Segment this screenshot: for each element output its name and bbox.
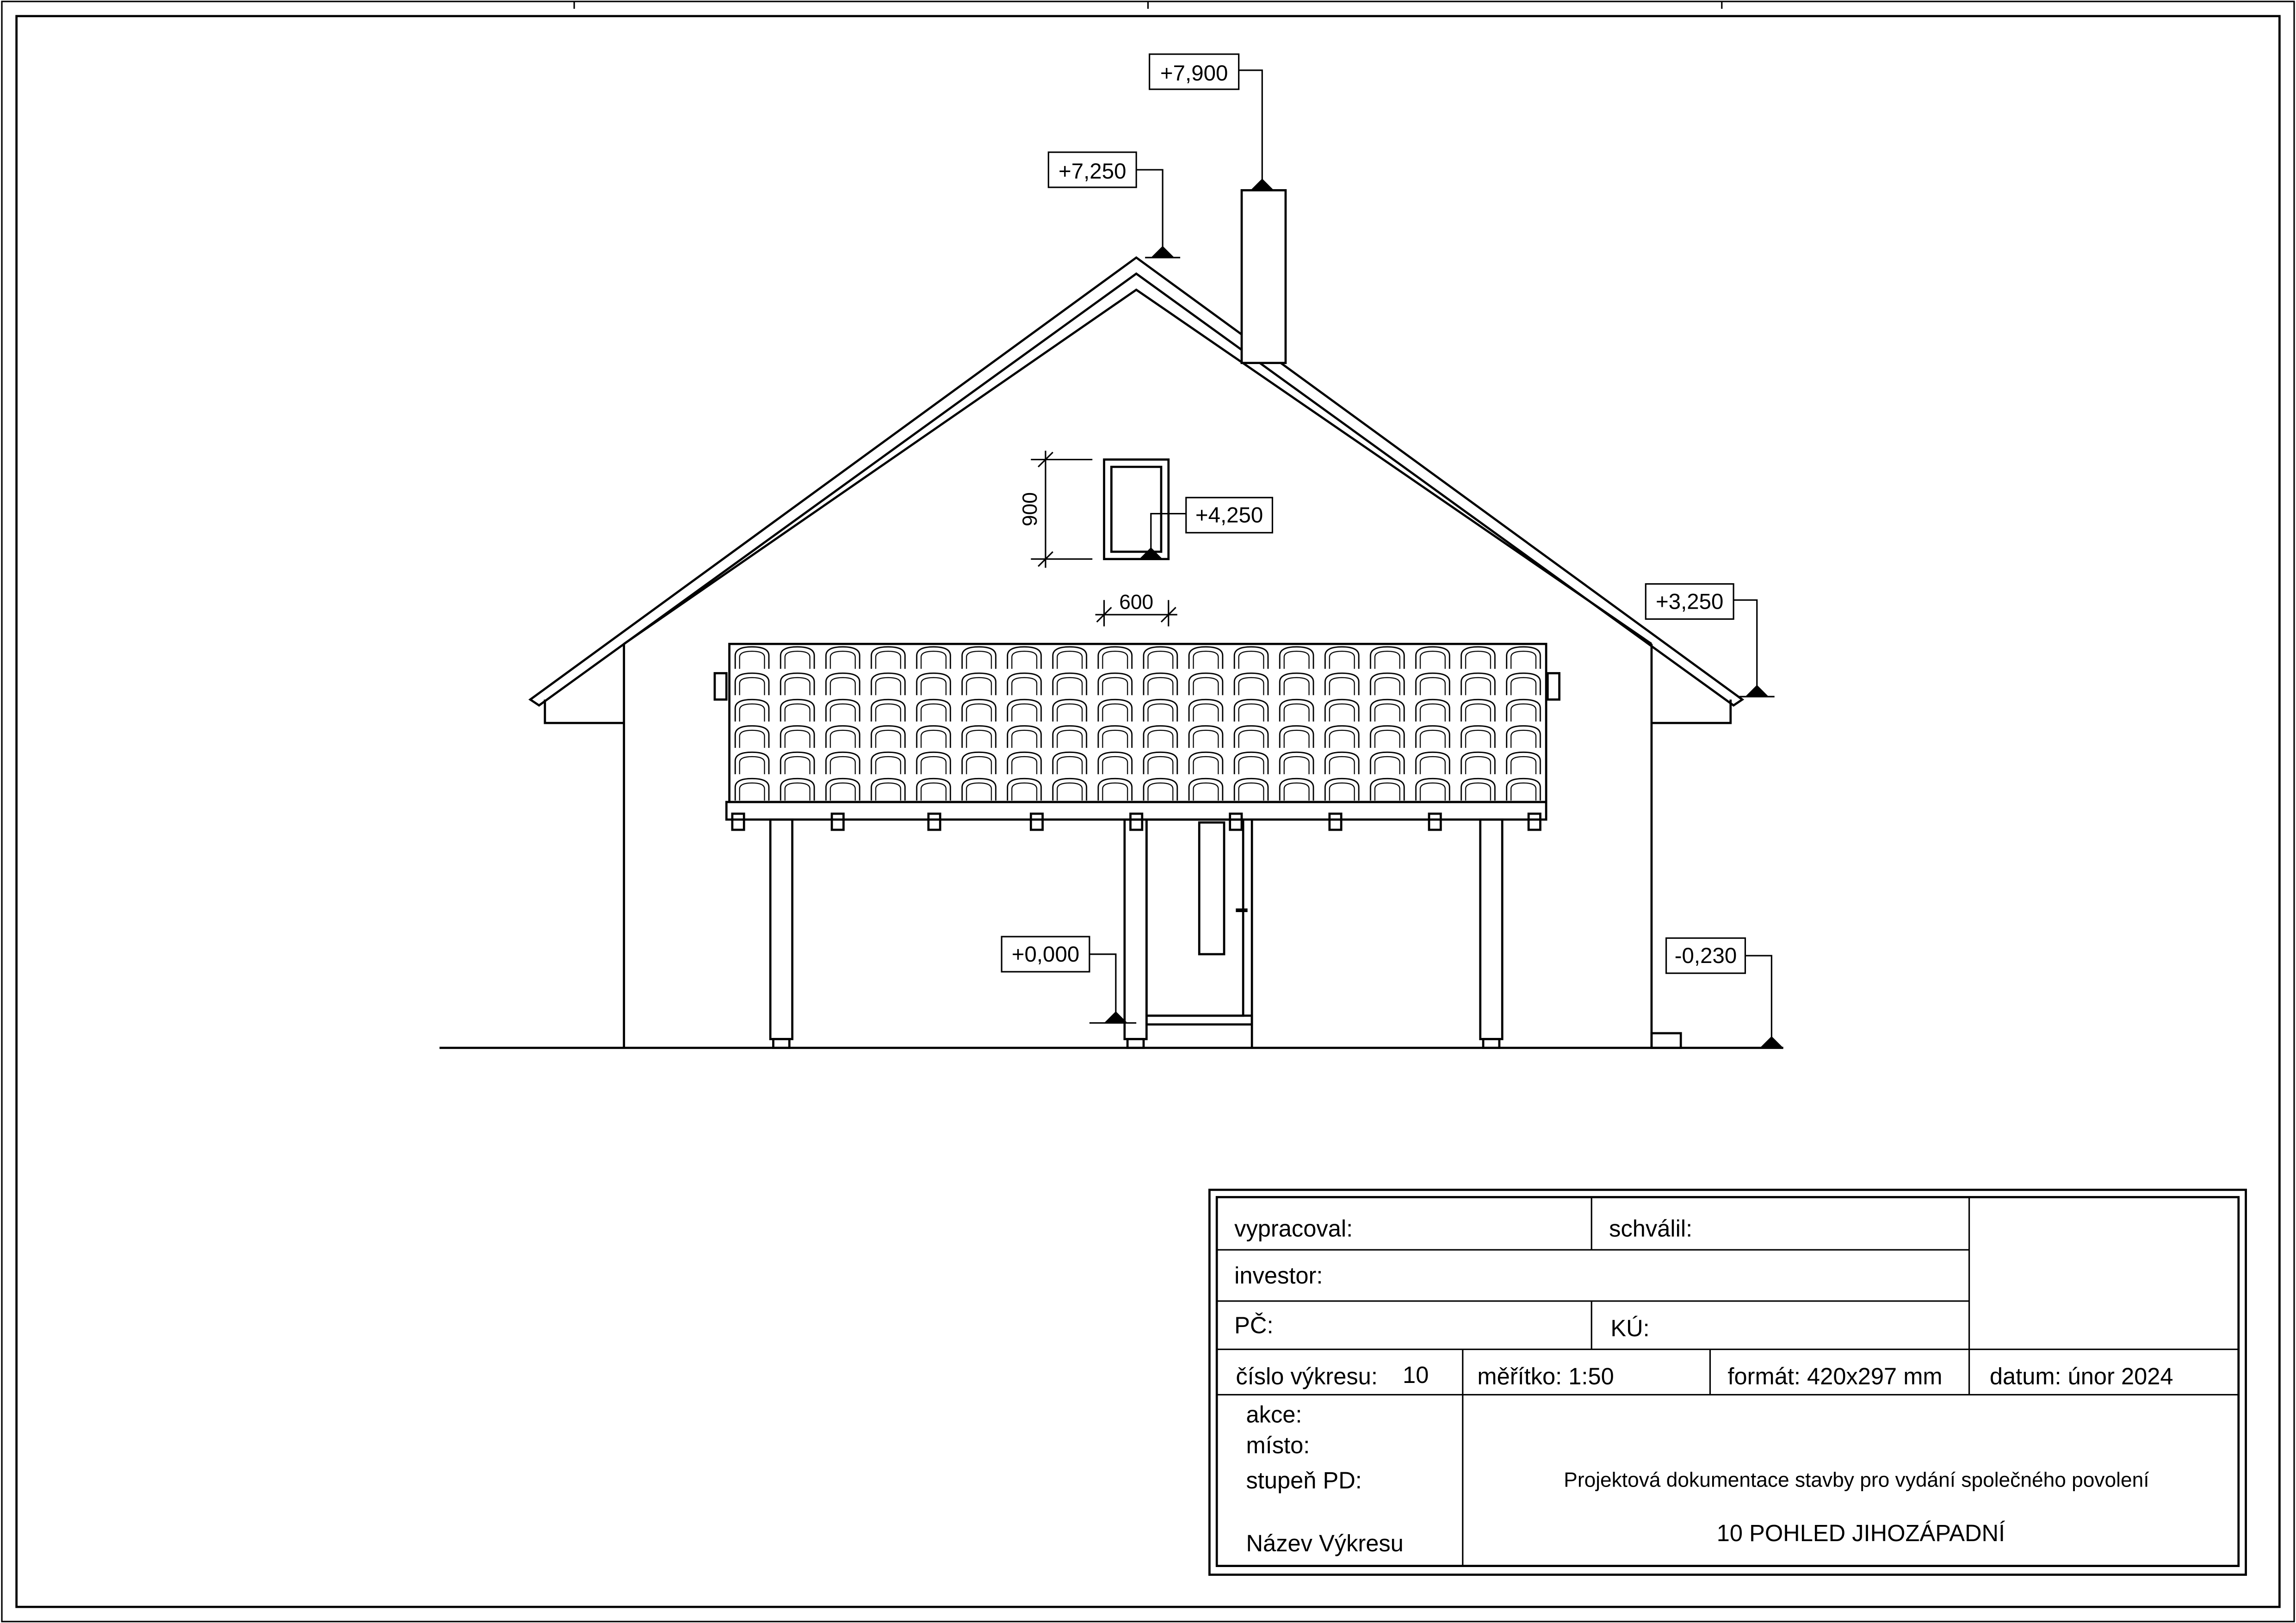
level-marker-eave <box>1646 584 1774 697</box>
porch-post-left <box>770 820 792 1039</box>
rafter-ends <box>732 814 1541 830</box>
roof-outline <box>530 258 1742 705</box>
porch-post-center <box>1125 820 1146 1039</box>
tb-cislo-label: číslo výkresu: <box>1236 1363 1378 1390</box>
gable-window-glass <box>1111 467 1161 552</box>
tb-schvalil: schválil: <box>1609 1215 1693 1242</box>
porch-roof-gutter-right <box>1547 673 1559 699</box>
building-elevation <box>439 190 1783 1048</box>
tb-datum: datum: únor 2024 <box>1989 1363 2173 1390</box>
tb-stupen: stupeň PD: <box>1246 1467 1362 1493</box>
dimension-window-height <box>1019 451 1092 568</box>
tb-drawing-name: 10 POHLED JIHOZÁPADNÍ <box>1716 1519 2005 1546</box>
left-overhang <box>545 699 624 723</box>
tb-pc: PČ: <box>1234 1312 1274 1339</box>
dimension-label-window-height: 900 <box>1019 492 1042 527</box>
outer-border <box>2 1 2294 1622</box>
level-label-window: +4,250 <box>1195 503 1263 528</box>
level-label-terrain: -0,230 <box>1674 943 1737 968</box>
downspout <box>1652 1033 1681 1048</box>
post-foot <box>773 1039 789 1048</box>
dimension-label-window-width: 600 <box>1119 591 1154 614</box>
porch-roof-gutter-left <box>715 673 726 699</box>
door-sill <box>1146 1016 1252 1024</box>
level-marker-window <box>1133 498 1273 559</box>
level-label-eave: +3,250 <box>1655 589 1724 614</box>
level-marker-chimney <box>1150 54 1280 190</box>
level-label-chimney: +7,900 <box>1160 61 1228 86</box>
porch-roof-tiles <box>730 644 1547 802</box>
porch-beam <box>726 802 1546 820</box>
right-overhang <box>1652 699 1731 723</box>
level-label-ridge: +7,250 <box>1058 159 1126 184</box>
level-marker-floor <box>1002 937 1136 1023</box>
tb-project-description: Projektová dokumentace stavby pro vydání společného povolení <box>1564 1469 2149 1492</box>
door-glass <box>1199 822 1224 954</box>
level-marker-ridge <box>1048 152 1180 258</box>
title-block-text <box>1234 1216 2173 1556</box>
level-label-floor: +0,000 <box>1011 942 1080 967</box>
door-leaf <box>1146 820 1243 1016</box>
tb-akce: akce: <box>1246 1401 1302 1428</box>
chimney <box>1242 190 1286 363</box>
dimension-window-width <box>1095 591 1177 626</box>
level-marker-terrain <box>1666 938 1783 1048</box>
tb-nazev: Název Výkresu <box>1246 1530 1404 1556</box>
tb-ku: KÚ: <box>1610 1314 1650 1341</box>
post-foot <box>1483 1039 1499 1048</box>
tb-meritko: měřítko: 1:50 <box>1477 1363 1614 1390</box>
post-foot <box>1127 1039 1144 1048</box>
porch-post-right <box>1480 820 1502 1039</box>
tb-investor: investor: <box>1234 1262 1323 1289</box>
tb-vypracoval: vypracoval: <box>1234 1215 1353 1242</box>
gable-window-frame <box>1104 460 1169 559</box>
tb-cislo-value: 10 <box>1403 1362 1429 1388</box>
tb-misto: místo: <box>1246 1432 1310 1458</box>
tb-format: formát: 420x297 mm <box>1727 1363 1943 1390</box>
